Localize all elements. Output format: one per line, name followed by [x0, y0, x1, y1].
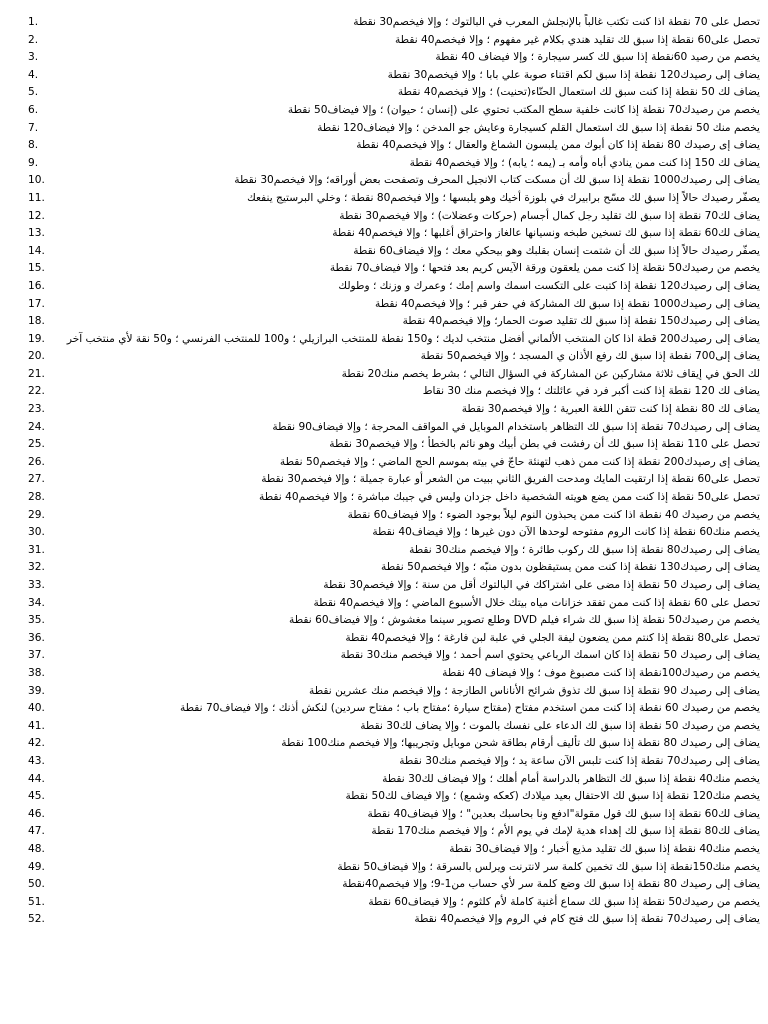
item-number: 10.: [28, 174, 45, 187]
list-item: [28, 383, 760, 401]
list-item: [28, 155, 760, 173]
item-text: تحصل على 60 نقطة إذا كنت ممن تفقد خزانات مياه بيتك خلال الأسبوع الماضي ؛ وإلا فيخصم40 نقطة: [313, 596, 760, 609]
item-text: يضاف إلى رصيدك 80 نقطة إذا سبق لك تأليف أرقام بطاقة شحن موبايل وتجريبها؛ وإلا فيخصم منك100 نقطة: [281, 737, 760, 750]
item-text: يضاف إلى رصيدك70 نقطة إذا سبق لك التظاهر باستخدام الموبايل في المواقف المحرجة ؛ وإلا فيضاف90 نقطة: [272, 420, 760, 433]
item-text: يخصم من رصيدك 60 نقطة إذا كنت ممن استخدم مفتاح (مفتاح سيارة ؛مفتاح باب ؛ مفتاح سردين) لنكش أذنك ؛ وإلا فيضاف70 نقطة: [179, 702, 760, 715]
item-text: يضاف إلى رصيدك 50 نقطة إذا مضى على اشتراكك في البالتوك أقل من سنة ؛ وإلا فيخصم30 نقطة: [323, 579, 760, 591]
list-item: [28, 348, 760, 366]
item-number: 3.: [28, 51, 39, 64]
list-item: [28, 137, 760, 155]
item-number: 9.: [28, 156, 39, 169]
list-item: [28, 911, 760, 929]
item-text: يضاف إلى رصيدك1000 نقطة إذا سبق لك المشاركة في حفر قبر ؛ وإلا فيخصم40 نقطة: [375, 297, 760, 310]
list-item: [28, 67, 760, 85]
item-text: يضاف لك60 نقطة إذا سبق لك تسخين طبخه ونسيانها عالغاز واحتراق أغلبها ؛ وإلا فيخصم40 نقطة: [332, 227, 760, 240]
item-text: تحصل على60 نقطة إذا ارتقيت المايك ومدحت الفريق الثاني ببيت من الشعر أو عبارة جميلة ؛ وإلا فيخصم30 نقطة: [261, 473, 760, 486]
list-item: [28, 190, 760, 208]
item-text: يضاف إلى رصيدك 50 نقطة إذا كان اسمك الرباعي يحتوي اسم أحمد ؛ وإلا فيخصم منك30 نقطة: [340, 649, 760, 662]
item-text: يخصم من رصيدك50 نقطة إذا سبق لك سماع أغنية كاملة لأم كلثوم ؛ وإلا فيضاف60 نقطة: [368, 895, 760, 908]
list-item: [28, 559, 760, 577]
list-item: [28, 718, 760, 736]
item-text: يضاف إلى رصيدك1000 نقطة إذا سبق لك أن مسكت كتاب الانجيل المحرف وتصفحت بعض أوراقه؛ وإلا فيخصم30 نقطة: [234, 174, 760, 187]
item-text: تحصل على60 نقطة إذا سبق لك تقليد هندي بكلام غير مفهوم ؛ وإلا فيخصم40 نقطة: [394, 33, 760, 46]
item-number: 27.: [28, 473, 45, 486]
item-number: 24.: [28, 420, 45, 433]
list-item: [28, 841, 760, 859]
item-text: يضاف إلى رصيدك 80 نقطة إذا سبق لك وضع كلمة سر لأي حساب من1-9؛ وإلا فيخصم40نقطة: [342, 878, 760, 891]
list-item: [28, 32, 760, 50]
list-item: [28, 876, 760, 894]
item-number: 36.: [28, 631, 45, 644]
list-item: [28, 419, 760, 437]
item-text: يضاف إلى رصيدك200 قطة اذا كان المنتخب الألماني أفضل منتخب لديك ؛ و150 نقطة للمنتخب البرازيلي ؛ و100 للمنتخب الفرنسي ؛ و50 نقة لأي منتخب آخر: [66, 332, 760, 345]
list-item: [28, 665, 760, 683]
item-text: يضاف إى رصيدك 80 نقطة إذا كان أبوك ممن يلبسون الشماغ والعقال ؛ وإلا فيخصم40 نقطة: [356, 139, 760, 152]
item-number: 16.: [28, 279, 45, 292]
item-text: يضاف إى رصيدك200 نقطة إذا كنت ممن ذهب لتهنئة حاجّ في بيته بموسم الحج الماضي ؛ وإلا فيخصم50 نقطة: [279, 455, 760, 468]
list-item: [28, 296, 760, 314]
item-number: 43.: [28, 754, 45, 767]
item-text: يضاف إلى رصيدك120 نقطة إذا سبق لكم اقتناء صوبة علي بابا ؛ وإلا فيخصم30 نقطة: [387, 68, 760, 81]
item-number: 15.: [28, 262, 45, 275]
item-number: 33.: [28, 579, 45, 591]
list-item: [28, 647, 760, 665]
list-item: [28, 436, 760, 454]
item-text: لك الحق في إيقاف ثلاثة مشاركين عن المشاركة في السؤال التالي ؛ بشرط يخصم منك20 نقطة: [341, 367, 760, 380]
item-number: 14.: [28, 244, 45, 257]
item-number: 31.: [28, 543, 45, 556]
item-text: يخصم من رصيدك50 نقطة إذا كنت ممن يلعقون ورقة الآيس كريم بعد فتحها ؛ وإلا فيضاف70 نقطة: [329, 262, 760, 275]
item-text: تحصل على50 نقطة إذا كنت ممن يضع هويته الشخصية داخل جزدان وليس في جيبك مباشرة ؛ وإلا فيخصم40 نقطة: [259, 491, 760, 504]
item-number: 6.: [28, 103, 39, 116]
item-number: 12.: [28, 209, 45, 222]
item-text: يضاف إلى رصيدك150 نقطة إذا سبق لك تقليد صوت الحمار؛ وإلا فيخصم40 نقطة: [402, 315, 760, 328]
item-text: يضاف لك60 نقطة إذا سبق لك قول مقولة"ادفع ونا بحاسبك بعدين" ؛ وإلا فيضاف40 نقطة: [367, 807, 760, 820]
item-text: تحصل على80 نقطة إذا كنتم ممن يضعون ليفة الجلي في علبة لبن فارغة ؛ وإلا فيخصم40 نقطة: [345, 631, 760, 644]
item-number: 34.: [28, 596, 45, 609]
item-number: 37.: [28, 649, 45, 662]
points-list: [28, 14, 760, 929]
item-text: يخصم من رصيدك100نقطة إذا كنت مصبوغ موف ؛ وإلا فيضاف 40 نقطة: [442, 666, 760, 679]
item-text: يضاف لك70 نقطة إذا سبق لك تقليد رجل كمال أجسام (حركات وعضلات) ؛ وإلا فيخصم30 نقطة: [339, 209, 760, 222]
item-number: 46.: [28, 807, 45, 820]
list-item: [28, 753, 760, 771]
item-text: يخصم من رصيدك 50 نقطة إذا سبق لك الدعاء على نفسك بالموت ؛ وإلا يضاف لك30 نقطة: [360, 719, 760, 732]
item-number: 11.: [28, 191, 45, 204]
item-number: 44.: [28, 772, 45, 785]
item-number: 48.: [28, 842, 45, 855]
list-item: [28, 172, 760, 190]
item-number: 30.: [28, 526, 45, 539]
item-text: يضاف لك 150 إذا كنت ممن ينادي أباه وأمه بـ (يمه ؛ يابه) ؛ وإلا فيخصم40 نقطة: [409, 156, 760, 169]
item-number: 35.: [28, 614, 45, 627]
list-item: [28, 331, 760, 349]
item-number: 29.: [28, 508, 45, 521]
list-item: [28, 243, 760, 261]
list-item: [28, 823, 760, 841]
list-item: [28, 454, 760, 472]
list-item: [28, 806, 760, 824]
item-number: 2.: [28, 33, 39, 46]
list-item: [28, 894, 760, 912]
list-item: [28, 542, 760, 560]
item-number: 51.: [28, 895, 45, 908]
list-item: [28, 683, 760, 701]
list-item: [28, 260, 760, 278]
item-number: 40.: [28, 702, 45, 715]
item-number: 7.: [28, 121, 39, 134]
item-number: 17.: [28, 297, 45, 310]
item-number: 19.: [28, 332, 45, 345]
item-number: 39.: [28, 684, 45, 697]
item-number: 25.: [28, 438, 45, 451]
item-text: يضاف لك80 نقطة إذا سبق لك إهداء هدية لإمك في يوم الأم ؛ وإلا فيخصم منك170 نقطة: [371, 825, 760, 838]
item-number: 20.: [28, 350, 45, 363]
list-item: [28, 700, 760, 718]
item-text: يخصم منك40 نقطة إذا سبق لك تقليد مذيع أخبار ؛ وإلا فيضاف30 نقطة: [449, 842, 760, 855]
item-number: 41.: [28, 719, 45, 732]
list-item: [28, 278, 760, 296]
item-number: 47.: [28, 825, 45, 838]
list-item: [28, 471, 760, 489]
item-text: يضاف إلى رصيدك70 نقطة إذا كنت تلبس الآن ساعة يد ؛ وإلا فيخصم منك30 نقطة: [399, 754, 760, 767]
item-text: يضاف إلى رصيدك120 نقطة إذا كتبت على التكست اسمك واسم إمك ؛ وعمرك و وزنك ؛ وطولك: [338, 279, 760, 292]
item-text: يصفّر رصيدك حالاً إذا سبق لك أن شتمت إنسان بقلبك وهو بيحكي معك ؛ وإلا فيضاف60 نقطة: [353, 244, 760, 257]
item-text: يخصم منك150نقطة إذا سبق لك تخمين كلمة سر لانترنت ويرلس بالسرقة ؛ وإلا فيضاف50 نقطة: [337, 860, 760, 873]
item-number: 23.: [28, 403, 45, 416]
list-item: [28, 735, 760, 753]
item-text: يضاف لك 80 نقطة إذا كنت تتقن اللغة العبرية ؛ وإلا فيخصم30 نقطة: [461, 403, 760, 416]
list-item: [28, 313, 760, 331]
item-text: يخصم منك120 نقطة إذا سبق لك الاحتفال بعيد ميلادك (كعكه وشمع) ؛ وإلا فيضاف لك50 نقطة: [345, 790, 760, 803]
list-item: [28, 612, 760, 630]
item-number: 22.: [28, 385, 45, 398]
item-text: يضاف إلى رصيدك 90 نقطة إذا سبق لك تذوق شرائح الأناناس الطازجة ؛ وإلا فيخصم منك عشرين نقطة: [309, 684, 760, 697]
list-item: [28, 102, 760, 120]
item-number: 28.: [28, 491, 45, 504]
item-text: يصفّر رصيدك حالاً إذا سبق لك مسّح برابيرك في بلوزة أخيك وهو يلبسها ؛ وإلا فيخصم80 نقطة ؛ وخلي البرستيج ينفعك: [247, 191, 760, 204]
list-item: [28, 14, 760, 32]
list-item: [28, 489, 760, 507]
item-number: 18.: [28, 315, 45, 328]
item-number: 50.: [28, 878, 45, 891]
item-text: يخصم من رصيدك70 نقطة إذا كانت خلفية سطح المكتب تحتوي على (إنسان ؛ حيوان) ؛ وإلا فيضاف50 نقطة: [287, 103, 760, 116]
item-text: يخصم من رصيدك 40 نقطة اذا كنت ممن يحبذون النوم ليلاً بوجود الضوء ؛ وإلا فيضاف60 نقطة: [347, 508, 760, 521]
list-item: [28, 225, 760, 243]
item-text: يخصم منك60 نقطة إذا كانت الروم مفتوحه لوحدها الآن دون غيرها ؛ وإلا فيضاف40 نقطة: [372, 526, 760, 539]
list-item: [28, 401, 760, 419]
item-number: 8.: [28, 139, 39, 152]
list-item: [28, 366, 760, 384]
item-number: 5.: [28, 86, 39, 99]
item-text: يضاف لك 50 نقطة إذا كنت سبق لك استعمال الحنّاء(تحنيت) ؛ وإلا فيخصم40 نقطة: [397, 86, 760, 99]
list-item: [28, 630, 760, 648]
item-number: 32.: [28, 561, 45, 574]
item-number: 26.: [28, 455, 45, 468]
list-item: [28, 208, 760, 226]
item-text: تحصل على 110 نقطة إذا سبق لك أن رفشت في بطن أبيك وهو نائم بالخطأ ؛ وإلا فيخصم30 نقطة: [329, 438, 760, 451]
item-text: يضاف إلى700 نقطة إذا سبق لك رفع الأذان ي المسجد ؛ وإلا فيخصم50 نقطة: [420, 350, 760, 363]
item-text: يضاف لك 120 نقطة إذا كنت أكبر فرد في عائلتك ؛ وإلا فيخصم منك 30 نقاط: [422, 385, 760, 398]
list-item: [28, 524, 760, 542]
list-item: [28, 577, 760, 595]
item-number: 13.: [28, 227, 45, 240]
item-number: 52.: [28, 913, 45, 926]
item-text: يخصم من رصيدك50 نقطة إذا سبق لك شراء فيلم DVD وطلع تصوير سينما مغشوش ؛ وإلا فيضاف60 نقطة: [289, 614, 760, 627]
item-text: يضاف إلى رصيدك70 نقطة إذا سبق لك فتح كام في الروم وإلا فيخصم40 نقطة: [414, 913, 760, 926]
list-item: [28, 788, 760, 806]
item-number: 42.: [28, 737, 45, 750]
item-text: يخصم منك 50 نقطة إذا سبق لك استعمال القلم كسيجارة وعايش جو المدخن ؛ وإلا فيضاف120 نقطة: [317, 121, 760, 134]
item-number: 4.: [28, 68, 39, 81]
item-text: يضاف إلى رصيدك130 نقطة إذا كنت ممن يستيقظون بدون منبّه ؛ وإلا فيخصم50 نقطة: [381, 561, 760, 574]
list-item: [28, 84, 760, 102]
list-item: [28, 595, 760, 613]
item-text: يضاف إلى رصيدك80 نقطة إذا سبق لك ركوب طائرة ؛ وإلا فيخصم منك30 نقطة: [409, 543, 760, 556]
item-number: 45.: [28, 790, 45, 803]
item-number: 21.: [28, 367, 45, 380]
list-item: [28, 859, 760, 877]
item-text: يخصم منك40 نقطة إذا سبق لك التظاهر بالدراسة أمام أهلك ؛ وإلا فيضاف لك30 نقطة: [382, 772, 760, 785]
list-item: [28, 771, 760, 789]
list-item: [28, 120, 760, 138]
list-item: [28, 49, 760, 67]
list-item: [28, 507, 760, 525]
item-text: تحصل على 70 نقطة اذا كنت تكتب غالباً بالإنجلش المعرب في البالتوك ؛ وإلا فيخصم30 نقطة: [353, 16, 760, 28]
item-text: يخصم من رصيد 60نقطة إذا سبق لك كسر سيجارة ؛ وإلا فيضاف 40 نقطة: [435, 51, 760, 64]
item-number: 1.: [28, 16, 39, 28]
item-number: 49.: [28, 860, 45, 873]
item-number: 38.: [28, 666, 45, 679]
